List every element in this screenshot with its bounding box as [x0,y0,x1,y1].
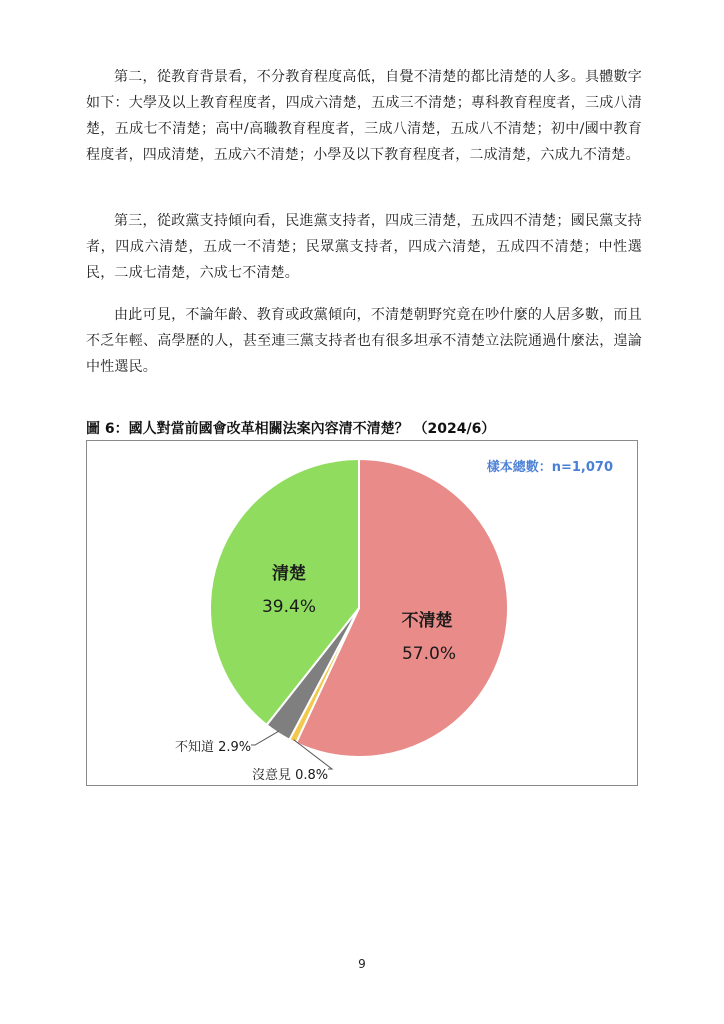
slice-label-clear: 清楚 [272,564,306,584]
slice-label-no-opinion: 沒意見 0.8% [252,768,329,783]
slice-label-unclear: 不清楚 [401,611,453,631]
paragraph-party: 第三，從政黨支持傾向看，民進黨支持者，四成三清楚，五成四不清楚；國民黨支持者，四成六清楚，五成一不清楚；民眾黨支持者，四成六清楚，五成四不清楚；中性選民，二成七清楚，六成七不清楚。 [86,213,642,281]
slice-label-dont-know: 不知道 2.9% [175,740,252,755]
figure-caption: 圖 6：國人對當前國會改革相關法案內容清不清楚？ （2024/6） [86,421,496,437]
slice-value-unclear: 57.0% [401,644,457,664]
pie-chart [87,441,639,787]
leader-line-dont-know [251,731,279,745]
paragraph-conclusion: 由此可見，不論年齡、教育或政黨傾向，不清楚朝野究竟在吵什麼的人居多數，而且不乏年輕、高學歷的人，甚至連三黨支持者也有很多坦承不清楚立法院通過什麼法，遑論中性選民。 [86,307,642,375]
pie-chart-frame [86,440,638,786]
paragraph-education: 第二，從教育背景看，不分教育程度高低，自覺不清楚的都比清楚的人多。具體數字如下：大學及以上教育程度者，四成六清楚，五成三不清楚；專科教育程度者，三成八清楚，五成七不清楚；高中/高職教育程度者，三成八清楚，五成八不清楚；初中/國中教育程度者，四成清楚，五成六不清楚；小學及以下教育程度者，二成清楚，六成九不清楚。 [86,69,642,163]
sample-size-note: 樣本總數：n=1,070 [486,460,613,475]
page-number: 9 [358,957,366,971]
slice-value-clear: 39.4% [261,597,317,617]
